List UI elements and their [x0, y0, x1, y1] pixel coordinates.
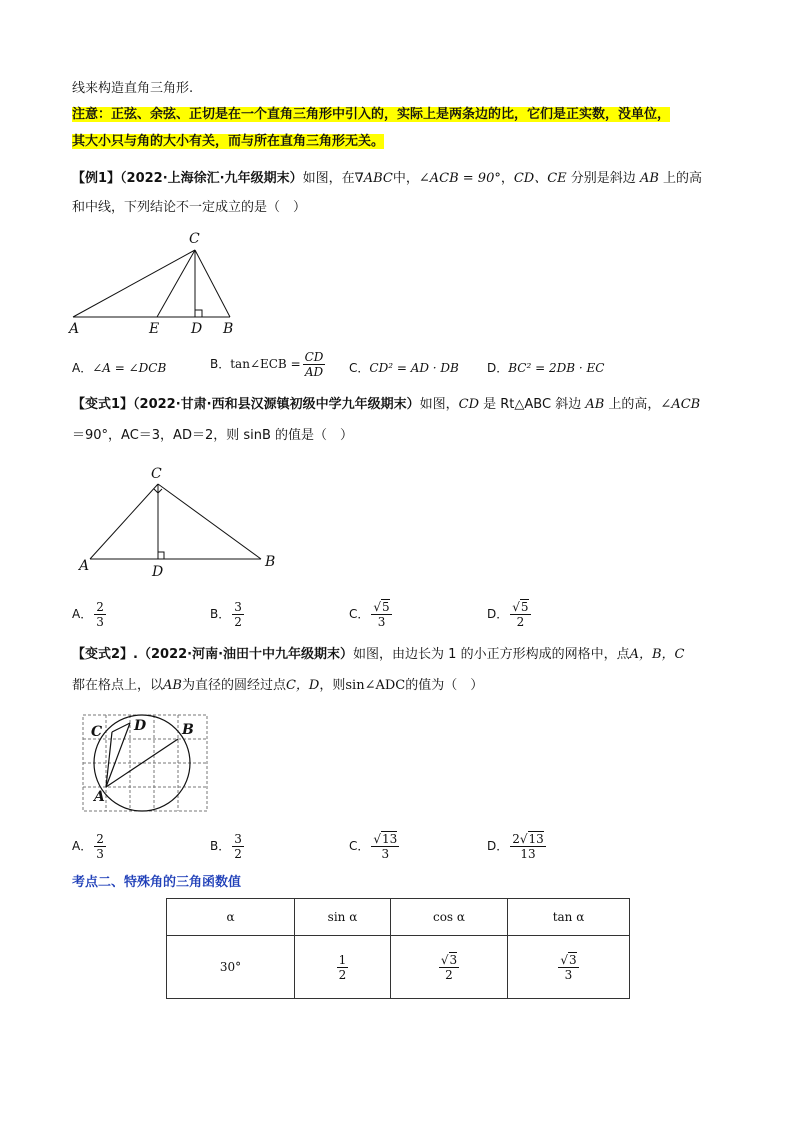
- option-prefix: C．: [349, 607, 370, 621]
- fraction: [94, 600, 106, 629]
- variant1-option-c[interactable]: [349, 600, 394, 629]
- label-d: D: [134, 718, 147, 734]
- label-b: B: [223, 321, 234, 337]
- segment-ac: [73, 250, 195, 317]
- label-c: C: [151, 466, 162, 482]
- segment-cb: [195, 250, 230, 317]
- variant2-text: 如图，由边长为 1 的小正方形构成的网格中，点: [353, 647, 630, 662]
- fraction-numerator: √5: [373, 600, 390, 614]
- example1-tag: 【例1】: [72, 171, 121, 186]
- variant2-text: ，则: [319, 678, 346, 693]
- example1-line-2: 和中线，下列结论不一定成立的是（ ）: [72, 200, 307, 215]
- variant1-option-d[interactable]: [487, 600, 533, 629]
- note-line-1: [72, 106, 670, 124]
- example1-angle: ∠ACB = 90°: [418, 171, 501, 186]
- fraction-denominator: 3: [377, 615, 386, 629]
- variant2-text: 为直径的圆经过点: [181, 678, 286, 693]
- fraction-denominator: 2: [516, 615, 525, 629]
- fraction-numerator: 2: [96, 600, 104, 614]
- variant1-rt: Rt△ABC: [500, 397, 552, 412]
- table-cell-angle: 30°: [167, 936, 295, 999]
- variant1-option-a[interactable]: [72, 600, 108, 629]
- fraction: [371, 832, 399, 861]
- fraction-denominator: 13: [520, 847, 536, 861]
- example1-figure: [60, 226, 260, 338]
- example1-option-b[interactable]: [210, 350, 327, 379]
- fraction-denominator: AD: [304, 365, 324, 379]
- table-cell-sin: [295, 936, 391, 999]
- table-cell-tan: [508, 936, 630, 999]
- sqrt-radicand: 3: [569, 952, 577, 967]
- sqrt-radicand: 5: [382, 600, 390, 614]
- sqrt-radicand: 13: [528, 832, 544, 846]
- option-prefix: B．: [210, 607, 231, 621]
- variant1-cd: CD: [458, 397, 479, 412]
- variant2-tag: 【变式2】: [72, 647, 134, 662]
- label-b: B: [182, 722, 194, 738]
- variant1-source: （2022·甘肃·西和县汉源镇初级中学九年级期末）: [133, 397, 420, 412]
- label-d: D: [191, 321, 203, 337]
- option-prefix: B．: [210, 357, 231, 371]
- option-prefix: C．: [349, 361, 370, 375]
- sqrt-radicand: 13: [382, 832, 398, 846]
- variant1-ab: AB: [585, 397, 605, 412]
- trig-table: [166, 898, 630, 999]
- variant1-line-2: ＝90°，AC＝3，AD＝2，则 sinB 的值是（ ）: [72, 428, 354, 443]
- variant2-line-2: [72, 677, 483, 695]
- option-text: tan∠ECB =: [230, 357, 301, 371]
- example1-text: 分别是斜边: [566, 171, 640, 186]
- note-text-2: 其大小只与角的大小有关，而与所在直角三角形无关。: [72, 134, 385, 149]
- fraction-denominator: 2: [234, 847, 242, 861]
- variant2-ab: AB: [163, 678, 182, 693]
- example1-source: （2022·上海徐汇·九年级期末）: [120, 171, 303, 186]
- label-b: B: [265, 554, 276, 570]
- note-text-1: 正弦、余弦、正切是在一个直角三角形中引入的，实际上是两条边的比，它们是正实数，没单位，: [111, 107, 671, 122]
- intro-line: 线来构造直角三角形.: [72, 81, 194, 96]
- fraction-denominator: 2: [234, 615, 242, 629]
- fraction-denominator: 2: [445, 967, 453, 982]
- fraction-numerator: 3: [234, 832, 242, 846]
- variant1-text: 斜边: [551, 397, 586, 412]
- variant2-sin: sin∠ADC: [345, 678, 406, 693]
- variant2-points: A，B，C: [629, 647, 685, 662]
- example1-option-d[interactable]: [487, 359, 604, 377]
- table-header-cell: sin α: [295, 899, 391, 936]
- fraction-numerator: 2√13: [512, 832, 544, 846]
- variant2-option-a[interactable]: [72, 832, 108, 861]
- table-header-cell: cos α: [391, 899, 508, 936]
- option-text: ∠A = ∠DCB: [92, 361, 167, 375]
- variant2-option-d[interactable]: [487, 832, 548, 861]
- table-row: [167, 936, 630, 999]
- right-angle-mark: [195, 310, 202, 317]
- sqrt-radicand: 3: [449, 952, 458, 967]
- table-cell-cos: [391, 936, 508, 999]
- label-d: D: [152, 564, 164, 580]
- coefficient: 2: [512, 832, 520, 846]
- variant2-option-c[interactable]: [349, 832, 401, 861]
- example1-text: 上的高: [658, 171, 703, 186]
- section2-title: 考点二、特殊角的三角函数值: [72, 875, 242, 890]
- fraction: [510, 600, 530, 629]
- variant1-acb: ∠ACB: [660, 397, 701, 412]
- right-angle-mark: [158, 552, 164, 559]
- fraction-numerator: 1: [338, 952, 347, 967]
- note-line-2: [72, 133, 384, 151]
- option-prefix: D．: [487, 607, 509, 621]
- label-a: A: [69, 321, 80, 337]
- fraction: [439, 953, 459, 982]
- segment-cb: [158, 484, 261, 559]
- example1-option-c[interactable]: [349, 359, 459, 377]
- fraction: [337, 953, 349, 982]
- variant2-option-b[interactable]: [210, 832, 246, 861]
- variant2-source: .（2022·河南·油田十中九年级期末）: [133, 647, 354, 662]
- fraction: [558, 953, 578, 982]
- fraction-numerator: CD: [304, 350, 324, 364]
- fraction-denominator: 3: [564, 967, 573, 982]
- option-text: CD² = AD · DB: [369, 361, 459, 375]
- fraction-denominator: 3: [381, 847, 390, 861]
- example1-text: ，: [500, 171, 514, 186]
- example1-line-1: [72, 170, 702, 188]
- table-header-row: [167, 899, 630, 936]
- fraction-numerator: √3: [560, 952, 577, 967]
- example1-option-a[interactable]: [72, 359, 166, 377]
- variant2-text: 的值为（ ）: [405, 678, 484, 693]
- fraction-numerator: 2: [96, 832, 104, 846]
- table-header-cell: tan α: [508, 899, 630, 936]
- fraction-numerator: √3: [440, 952, 458, 967]
- fraction: [232, 600, 244, 629]
- fraction-denominator: 2: [338, 967, 347, 982]
- fraction-denominator: 3: [96, 847, 104, 861]
- example1-text: 如图，在: [302, 171, 355, 186]
- label-a: A: [94, 789, 105, 805]
- variant2-text: 都在格点上，以: [72, 678, 164, 693]
- example1-text: 中，: [392, 171, 419, 186]
- example1-ab: AB: [639, 171, 659, 186]
- option-prefix: D．: [487, 361, 509, 375]
- fraction: [303, 350, 326, 379]
- fraction-numerator: √13: [373, 832, 398, 846]
- fraction: [371, 600, 391, 629]
- sqrt-radicand: 5: [520, 600, 529, 614]
- option-prefix: A．: [72, 839, 93, 853]
- variant2-line-1: [72, 646, 684, 664]
- option-prefix: A．: [72, 607, 93, 621]
- label-a: A: [79, 558, 90, 574]
- fraction: [94, 832, 106, 861]
- option-prefix: B．: [210, 839, 231, 853]
- label-e: E: [149, 321, 160, 337]
- variant2-cd: C，D: [285, 678, 320, 693]
- segment-ac: [90, 484, 158, 559]
- fraction-denominator: 3: [96, 615, 104, 629]
- segment-ab: [106, 739, 178, 787]
- example1-triangle: ∇ABC: [354, 171, 393, 186]
- variant1-tag: 【变式1】: [72, 397, 134, 412]
- option-text: BC² = 2DB · EC: [508, 361, 605, 375]
- label-c: C: [189, 231, 200, 247]
- variant1-text: 上的高，: [604, 397, 661, 412]
- variant1-figure: [70, 462, 290, 582]
- option-prefix: C．: [349, 839, 370, 853]
- option-prefix: D．: [487, 839, 509, 853]
- label-c: C: [91, 724, 103, 740]
- fraction: [232, 832, 244, 861]
- fraction: [510, 832, 546, 861]
- variant1-text: 是: [479, 397, 501, 412]
- fraction-numerator: √5: [512, 600, 529, 614]
- variant1-line-1: [72, 396, 700, 414]
- table-header-cell: α: [167, 899, 295, 936]
- fraction-numerator: 3: [234, 600, 242, 614]
- variant1-text: 如图，: [419, 397, 459, 412]
- variant1-option-b[interactable]: [210, 600, 246, 629]
- note-label: 注意：: [72, 107, 112, 122]
- variant2-figure: [82, 714, 208, 812]
- option-prefix: A．: [72, 361, 93, 375]
- example1-cd-ce: CD、CE: [513, 171, 567, 186]
